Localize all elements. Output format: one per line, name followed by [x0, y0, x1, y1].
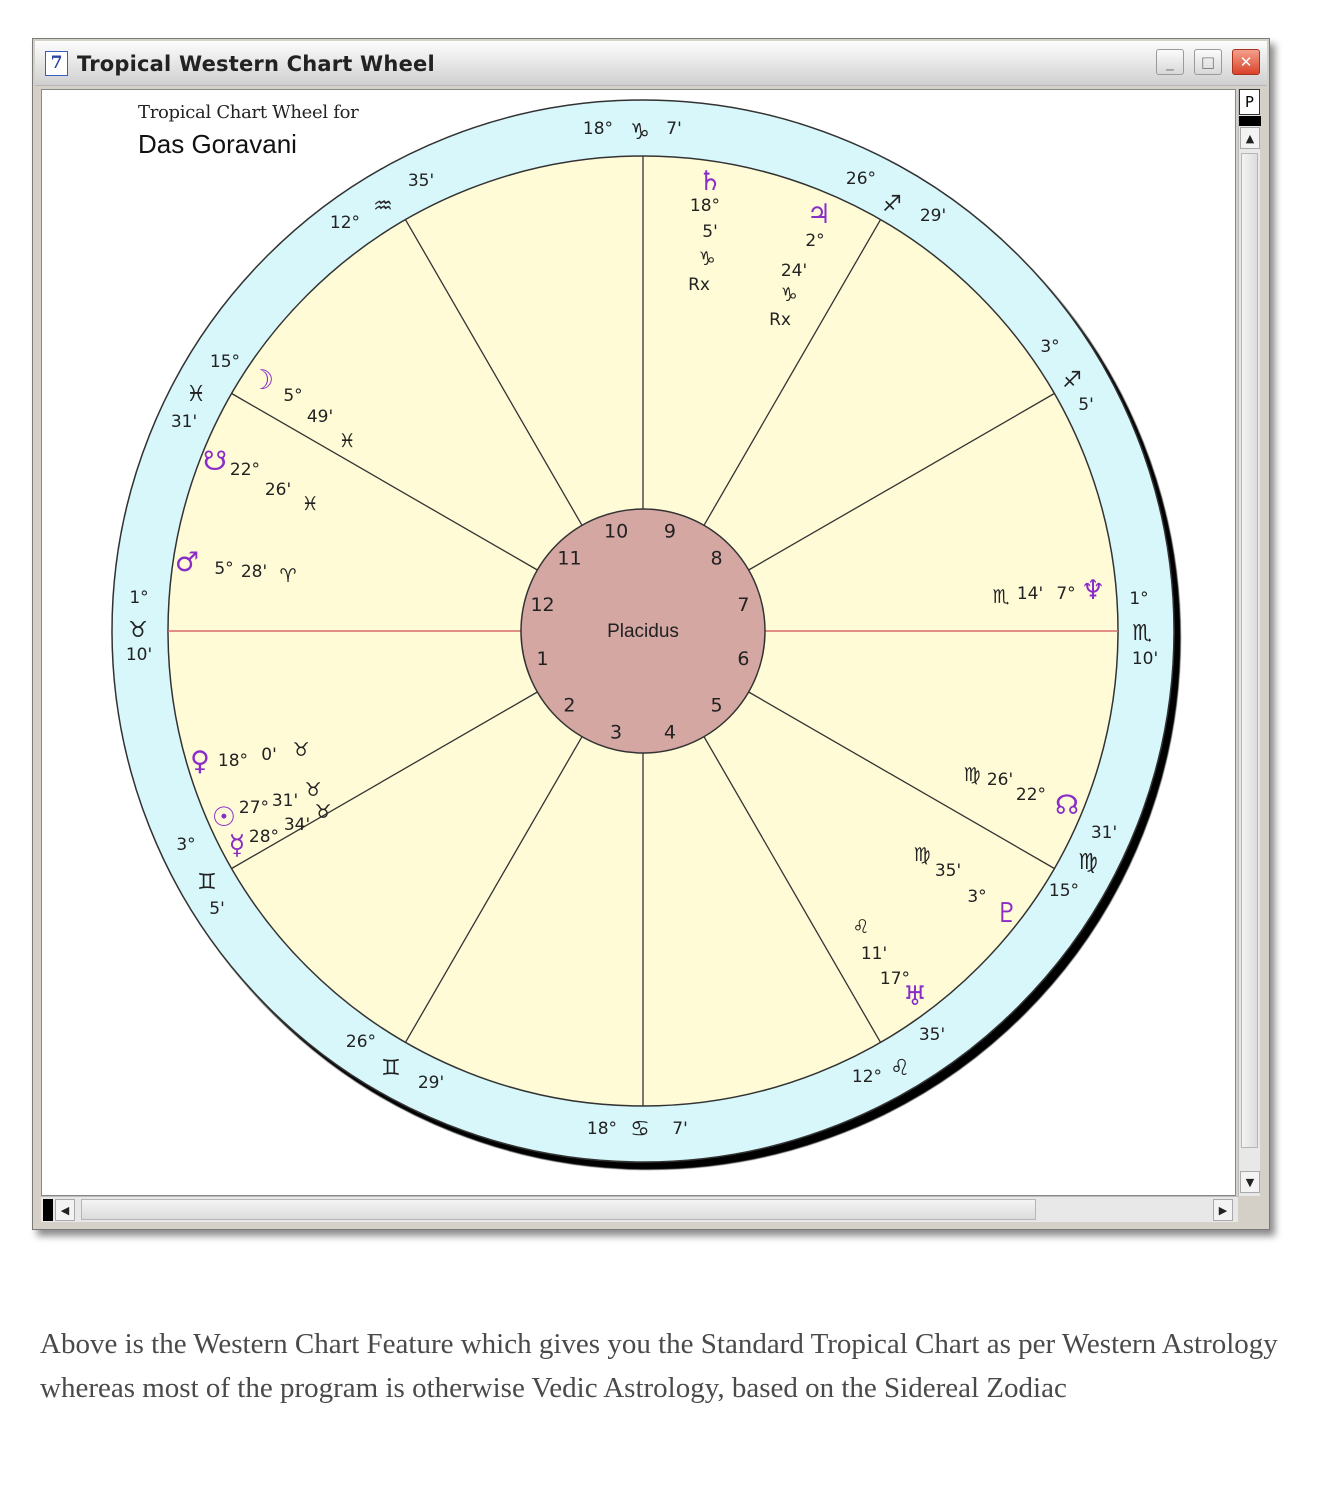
- moon-position-label: 49': [306, 407, 334, 427]
- cusp-c5-min: 35': [918, 1025, 946, 1045]
- cusp-asc-sign: ♉: [128, 618, 148, 643]
- cusp-c2-min: 5': [209, 899, 225, 919]
- mars-glyph-icon: ♂: [174, 547, 200, 578]
- p-indicator: [1239, 116, 1261, 126]
- maximize-button[interactable]: □: [1194, 49, 1222, 75]
- house-number: 12: [530, 594, 555, 617]
- cusp-dsc-deg: 1°: [1129, 589, 1149, 609]
- south-node-position-label: 22°: [229, 460, 261, 480]
- chart-header: [138, 102, 358, 160]
- venus-position-label: 0': [261, 745, 277, 765]
- neptune-glyph-icon: ♆: [1080, 575, 1106, 606]
- north-node-position-label: ♍: [963, 764, 981, 786]
- uranus-glyph-icon: ♅: [902, 981, 928, 1012]
- cusp-c12-sign: ♓: [186, 382, 206, 407]
- uranus-position-label: ♌: [852, 916, 870, 938]
- mars-position-label: ♈: [279, 565, 297, 587]
- saturn-position-label: ♑: [698, 248, 716, 270]
- saturn-position-label: Rx: [688, 275, 710, 295]
- venus-glyph-icon: ♀: [190, 746, 210, 777]
- south-node-position-label: ♓: [301, 493, 319, 515]
- cusp-c5-deg: 12°: [851, 1067, 883, 1087]
- house-number: 1: [536, 647, 549, 670]
- mercury-position-label: 34': [283, 815, 311, 835]
- sun-glyph-icon: ☉: [211, 802, 237, 833]
- vertical-scroll-thumb[interactable]: [1241, 153, 1258, 1148]
- house-number: 10: [603, 520, 629, 543]
- jupiter-glyph-icon: ♃: [806, 199, 832, 230]
- h-indicator: [43, 1199, 53, 1221]
- horizontal-scrollbar[interactable]: [41, 1196, 1238, 1222]
- sun-position-label: ♉: [304, 779, 322, 801]
- cusp-c2-deg: 3°: [176, 835, 196, 855]
- sun-position-label: 27°: [238, 798, 270, 818]
- cusp-c3-sign: ♊: [381, 1056, 401, 1081]
- cusp-c3-deg: 26°: [345, 1032, 377, 1052]
- house-number: 4: [663, 721, 676, 744]
- north-node-glyph-icon: ☊: [1055, 790, 1079, 821]
- scroll-right-button[interactable]: ▶: [1213, 1199, 1233, 1221]
- neptune-position-label: ♏: [992, 586, 1010, 608]
- neptune-position-label: 14': [1016, 584, 1044, 604]
- pluto-glyph-icon: ♇: [994, 898, 1020, 929]
- chart-canvas: [41, 89, 1236, 1196]
- cusp-c8-deg: 3°: [1040, 337, 1060, 357]
- moon-glyph-icon: ☽: [249, 365, 275, 396]
- south-node-glyph-icon: ☋: [203, 446, 227, 477]
- sun-position-label: 31': [271, 791, 299, 811]
- cusp-c8-sign: ♐: [1062, 368, 1082, 393]
- saturn-glyph-icon: ♄: [697, 166, 723, 197]
- saturn-position-label: 18°: [689, 196, 721, 216]
- chart-window: [32, 38, 1270, 1230]
- app-icon[interactable]: 7: [45, 51, 68, 76]
- chart-person-name: Das Goravani: [138, 129, 297, 159]
- house-number: 7: [737, 594, 750, 617]
- cusp-c5-sign: ♌: [890, 1056, 910, 1081]
- cusp-c9-sign: ♐: [882, 192, 902, 217]
- house-number: 11: [557, 547, 582, 570]
- mercury-position-label: ♉: [314, 801, 332, 823]
- moon-position-label: ♓: [338, 430, 356, 452]
- house-number: 9: [663, 520, 676, 543]
- house-number: 2: [563, 694, 576, 717]
- venus-position-label: ♉: [292, 739, 310, 761]
- cusp-c6-min: 31': [1090, 823, 1118, 843]
- caption-text: Above is the Western Chart Feature which gives you the Standard Tropical Chart as per Western Astrology whereas most of the program is otherwise Vedic Astrology, based on the Sidereal Zodiac: [40, 1328, 1278, 1404]
- cusp-ic-min: 7': [672, 1119, 688, 1139]
- cusp-c12-min: 31': [170, 412, 198, 432]
- scroll-up-button[interactable]: ▲: [1240, 127, 1260, 149]
- cusp-mc-sign: ♑: [630, 120, 650, 145]
- moon-position-label: 5°: [283, 386, 303, 406]
- pluto-position-label: ♍: [913, 844, 931, 866]
- house-number: 8: [710, 547, 723, 570]
- venus-position-label: 18°: [217, 751, 249, 771]
- cusp-c11-sign: ♒: [373, 194, 393, 219]
- house-number: 6: [737, 647, 750, 670]
- jupiter-position-label: 24': [780, 261, 808, 281]
- mars-position-label: 28': [240, 562, 268, 582]
- cusp-c11-deg: 12°: [329, 213, 361, 233]
- cusp-c11-min: 35': [407, 171, 435, 191]
- cusp-c9-deg: 26°: [845, 169, 877, 189]
- cusp-c3-min: 29': [417, 1073, 445, 1093]
- cusp-c12-deg: 15°: [209, 352, 241, 372]
- north-node-position-label: 26': [986, 770, 1014, 790]
- house-system-label: Placidus: [607, 621, 679, 642]
- cusp-c2-sign: ♊: [197, 870, 217, 895]
- minimize-button[interactable]: _: [1156, 49, 1184, 75]
- p-button[interactable]: P: [1239, 89, 1260, 115]
- cusp-mc-min: 7': [666, 119, 682, 139]
- scroll-down-button[interactable]: ▼: [1240, 1171, 1260, 1193]
- jupiter-position-label: ♑: [780, 284, 798, 306]
- chart-wheel: [42, 90, 1236, 1196]
- window-title: Tropical Western Chart Wheel: [77, 52, 435, 76]
- house-number: 5: [710, 694, 723, 717]
- cusp-dsc-sign: ♏: [1132, 621, 1152, 646]
- pluto-position-label: 35': [934, 861, 962, 881]
- mercury-position-label: 28°: [248, 827, 280, 847]
- cusp-c8-min: 5': [1078, 395, 1094, 415]
- cusp-c6-deg: 15°: [1048, 881, 1080, 901]
- cusp-ic-sign: ♋: [630, 1117, 650, 1142]
- cusp-c9-min: 29': [919, 206, 947, 226]
- mars-position-label: 5°: [214, 559, 234, 579]
- cusp-asc-min: 10': [125, 645, 153, 665]
- title-bar[interactable]: [35, 41, 1267, 86]
- jupiter-position-label: 2°: [805, 231, 825, 251]
- cusp-mc-deg: 18°: [582, 119, 614, 139]
- vertical-scrollbar[interactable]: [1238, 89, 1260, 1196]
- north-node-position-label: 22°: [1015, 785, 1047, 805]
- jupiter-position-label: Rx: [769, 310, 791, 330]
- house-number: 3: [610, 721, 623, 744]
- cusp-dsc-min: 10': [1131, 649, 1159, 669]
- horizontal-scroll-thumb[interactable]: [81, 1199, 1036, 1220]
- saturn-position-label: 5': [702, 222, 718, 242]
- uranus-position-label: 11': [860, 944, 888, 964]
- scroll-left-button[interactable]: ◀: [55, 1199, 75, 1221]
- uranus-position-label: 17°: [879, 969, 911, 989]
- cusp-ic-deg: 18°: [586, 1119, 618, 1139]
- cusp-asc-deg: 1°: [129, 588, 149, 608]
- mercury-glyph-icon: ☿: [228, 830, 246, 861]
- chart-subtitle: Tropical Chart Wheel for: [138, 102, 359, 123]
- south-node-position-label: 26': [264, 480, 292, 500]
- close-button[interactable]: ✕: [1232, 49, 1260, 75]
- neptune-position-label: 7°: [1056, 584, 1076, 604]
- cusp-c6-sign: ♍: [1078, 850, 1098, 875]
- pluto-position-label: 3°: [967, 887, 987, 907]
